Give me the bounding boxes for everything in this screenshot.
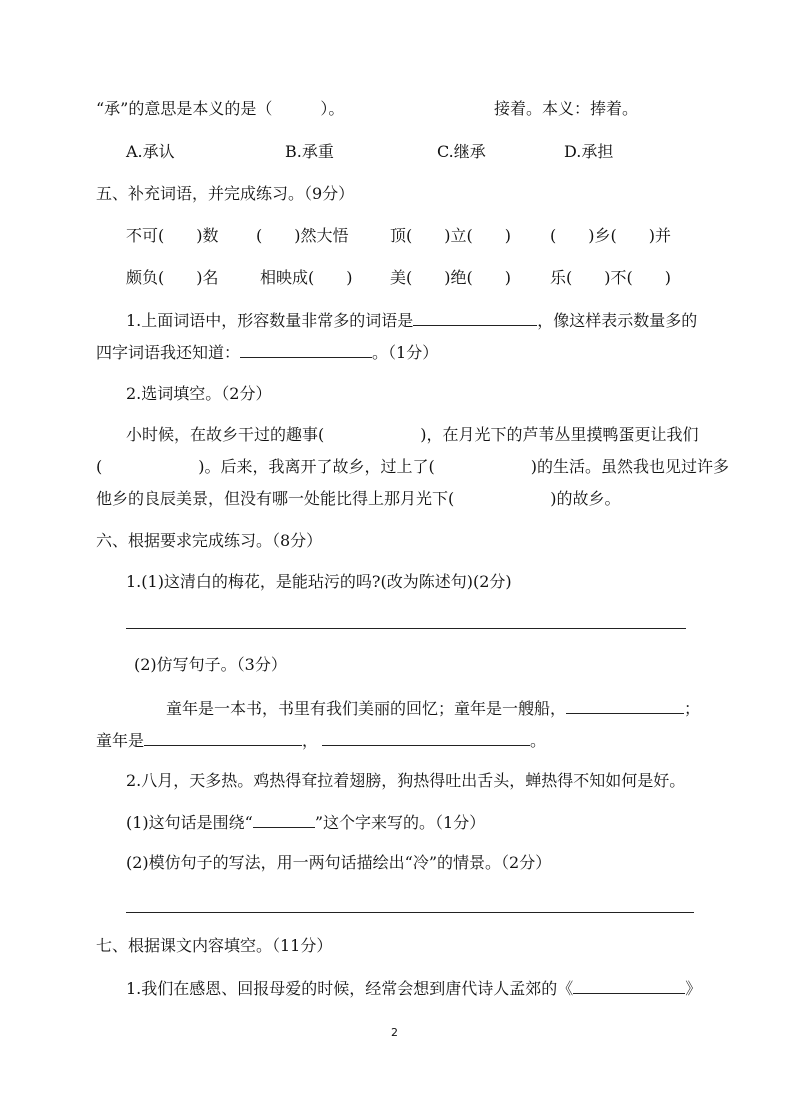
answer-blank[interactable]: [240, 341, 372, 358]
answer-blank[interactable]: [573, 977, 685, 994]
section5-q1-line2: [96, 341, 438, 364]
section5-heading: 五、补充词语，并完成练习。（9分）: [96, 184, 355, 203]
q2-1-text-a: (1)这句话是围绕“: [126, 813, 253, 832]
q1-text-c: 四字词语我还知道：: [96, 343, 241, 362]
section7-q1: [126, 977, 701, 1000]
q7-1-text-a: 1.我们在感恩、回报母爱的时候，经常会想到唐代诗人孟郊的《: [126, 979, 574, 998]
answer-blank[interactable]: [322, 729, 530, 746]
word-2: ( )然大悟: [256, 226, 349, 245]
q-cheng-prompt: “承”的意思是本义的是（ ）。: [96, 99, 345, 118]
word-1: 不可( )数: [126, 226, 219, 245]
imitate-text-b: ；: [684, 699, 701, 718]
section5-q1-line1: [126, 309, 697, 332]
imitate-text-e: 。: [530, 731, 547, 750]
section5-q2-line1: 小时候，在故乡干过的趣事( )，在月光下的芦苇丛里摸鸭蛋更让我们: [126, 425, 699, 444]
section6-q2-1: [126, 811, 485, 834]
imitate-text-a: 童年是一本书，书里有我们美丽的回忆；童年是一艘船，: [166, 699, 567, 718]
section6-q1-2: (2)仿写句子。（3分）: [134, 655, 287, 674]
section6-q2: 2.八月，天多热。鸡热得耷拉着翅膀，狗热得吐出舌头，蝉热得不知如何是好。: [126, 771, 686, 790]
imitate-text-c: 童年是: [96, 731, 145, 750]
answer-blank[interactable]: [413, 309, 537, 326]
q2-1-text-b: ”这个字来写的。（1分）: [314, 813, 486, 832]
section6-heading: 六、根据要求完成练习。（8分）: [96, 531, 323, 550]
option-b[interactable]: B.承重: [285, 142, 334, 161]
q7-1-text-b: 》: [685, 979, 702, 998]
section6-imitate-line2: [96, 729, 546, 752]
answer-blank[interactable]: [144, 729, 302, 746]
word-3: 顶( )立( ): [390, 226, 511, 245]
word-8: 乐( )不( ): [550, 268, 671, 287]
q1-text-a: 1.上面词语中，形容数量非常多的词语是: [126, 311, 414, 330]
q1-text-d: 。（1分）: [372, 343, 439, 362]
section5-q2-line2: ( )。后来，我离开了故乡，过上了( )的生活。虽然我也见过许多: [96, 457, 729, 476]
section6-q1-1: 1.(1)这清白的梅花，是能玷污的吗?(改为陈述句)(2分): [126, 572, 512, 591]
section5-q2-line3: 他乡的良辰美景，但没有哪一处能比得上那月光下( )的故乡。: [96, 489, 621, 508]
section5-q2-title: 2.选词填空。（2分）: [126, 384, 272, 403]
option-a[interactable]: A.承认: [126, 142, 175, 161]
page-number: 2: [391, 1026, 398, 1039]
section6-imitate-line1: [166, 697, 700, 720]
word-4: ( )乡( )并: [550, 226, 671, 245]
section6-q2-2: (2)模仿句子的写法，用一两句话描绘出“冷”的情景。（2分）: [126, 853, 552, 872]
answer-line[interactable]: [126, 628, 686, 629]
word-5: 颇负( )名: [126, 268, 219, 287]
answer-blank[interactable]: [253, 811, 315, 828]
word-7: 美( )绝( ): [390, 268, 511, 287]
imitate-text-d: ，: [302, 731, 319, 750]
q1-text-b: ，像这样表示数量多的: [537, 311, 698, 330]
option-d[interactable]: D.承担: [564, 142, 614, 161]
option-c[interactable]: C.继承: [437, 142, 486, 161]
word-6: 相映成( ): [260, 268, 353, 287]
answer-blank[interactable]: [566, 697, 684, 714]
section7-heading: 七、根据课文内容填空。（11分）: [96, 936, 333, 955]
answer-line[interactable]: [126, 912, 694, 913]
q-cheng-hint: 接着。本义：捧着。: [494, 99, 639, 118]
